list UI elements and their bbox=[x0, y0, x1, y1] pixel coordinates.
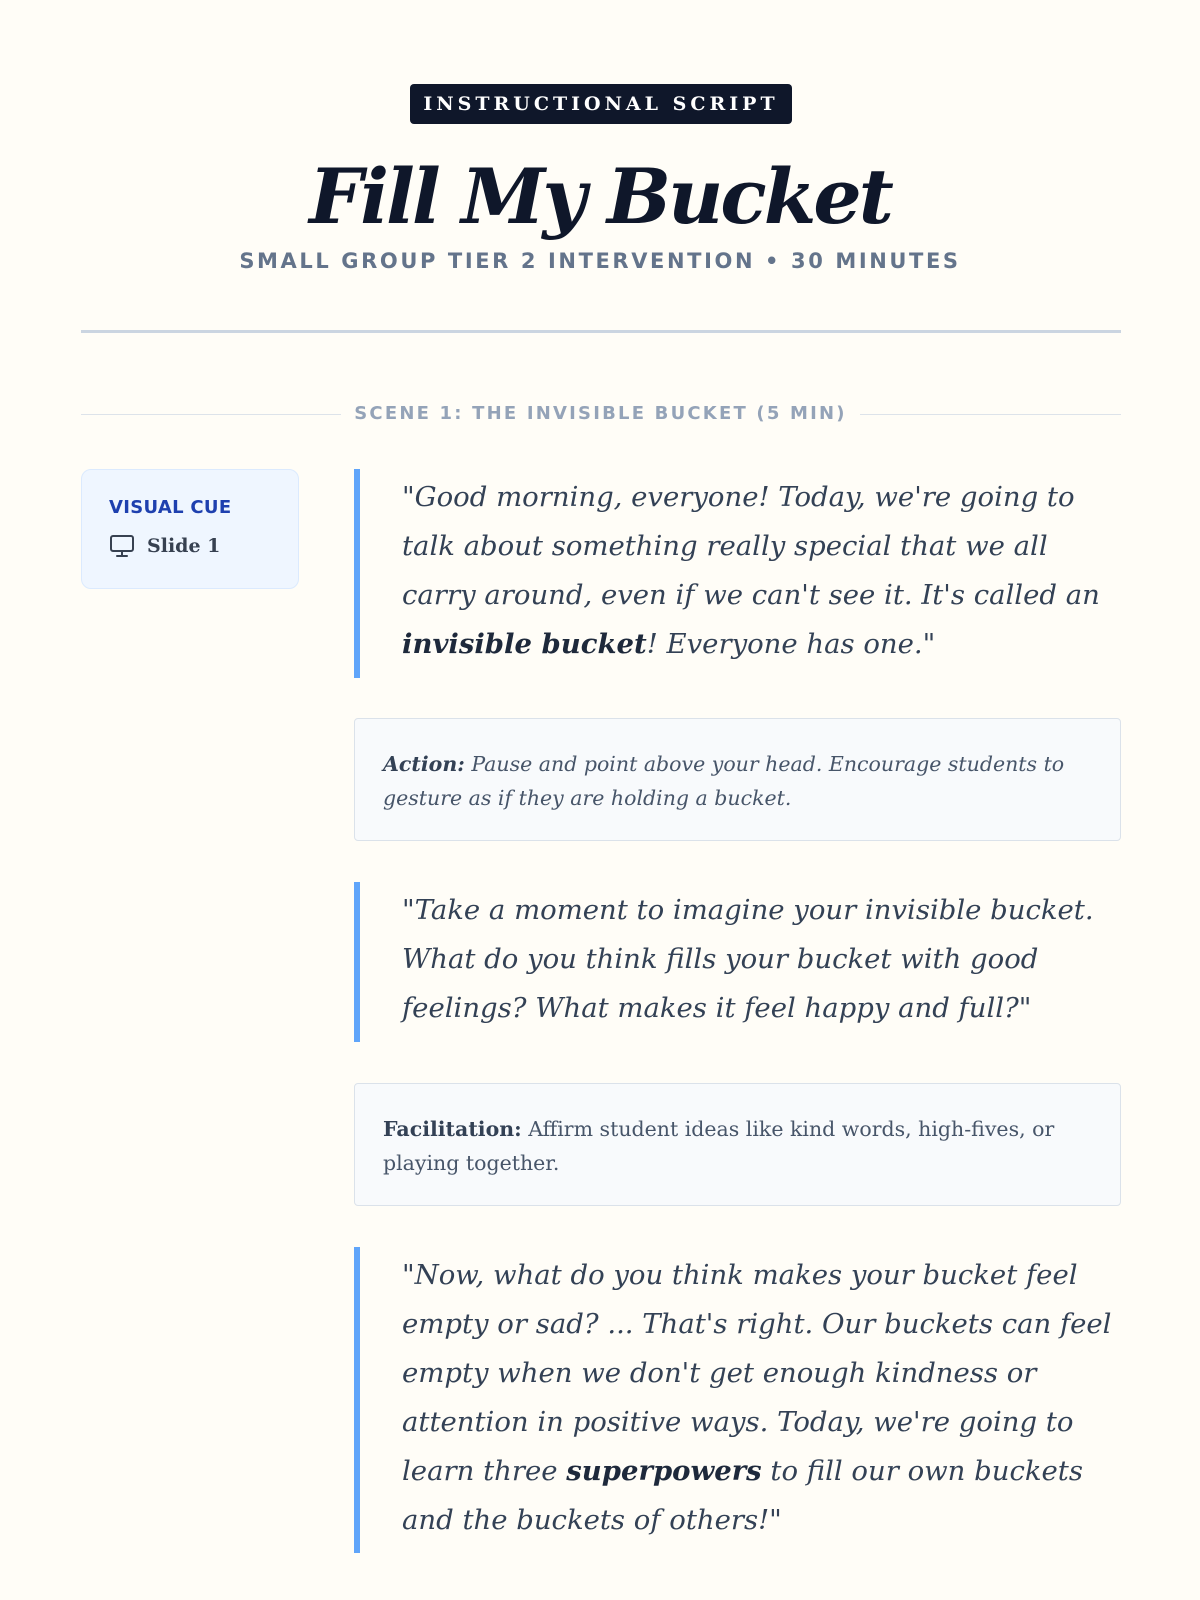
scene-divider-left bbox=[81, 414, 341, 415]
visual-cue-slide-label: Slide 1 bbox=[147, 535, 221, 557]
visual-cue-card bbox=[81, 469, 299, 589]
quote-emphasis: superpowers bbox=[566, 1455, 762, 1487]
script-quote-1 bbox=[354, 469, 1121, 678]
page-title: Fill My Bucket bbox=[309, 152, 891, 241]
note-text: Affirm student ideas like kind words, high-fives, or playing together. bbox=[383, 1117, 1055, 1175]
header-divider bbox=[81, 330, 1121, 333]
page-subtitle: SMALL GROUP TIER 2 INTERVENTION • 30 MINUTES bbox=[239, 249, 961, 273]
document-type-badge: INSTRUCTIONAL SCRIPT bbox=[410, 84, 792, 124]
quote-text: "Good morning, everyone! Today, we're going to talk about something really special that we all carry around, even if we can't see it. It's called an bbox=[402, 481, 1100, 611]
quote-text: "Now, what do you think makes your bucket feel empty or sad? ... That's right. Our buckets can feel empty when we don't get enough kindness or attention in positive ways. Today, we're going to learn three bbox=[402, 1259, 1112, 1487]
note-text: Pause and point above your head. Encourage students to gesture as if they are holding a bucket. bbox=[383, 752, 1065, 810]
quote-text: ! Everyone has one." bbox=[646, 628, 936, 660]
script-quote-3 bbox=[354, 1247, 1121, 1553]
quote-emphasis: invisible bucket bbox=[402, 628, 647, 660]
visual-cue-label: VISUAL CUE bbox=[109, 497, 232, 518]
script-quote-2 bbox=[354, 882, 1121, 1042]
action-note bbox=[354, 718, 1121, 841]
scene-divider-right bbox=[860, 414, 1121, 415]
monitor-icon bbox=[109, 534, 135, 558]
note-label: Action: bbox=[383, 752, 465, 776]
quote-text: to fill our own buckets and the buckets of others!" bbox=[402, 1455, 1083, 1536]
facilitation-note bbox=[354, 1083, 1121, 1206]
quote-text: "Take a moment to imagine your invisible bucket. What do you think fills your bucket with good feelings? What makes it feel happy and full?" bbox=[402, 894, 1094, 1024]
visual-cue-slide bbox=[109, 533, 220, 559]
note-label: Facilitation: bbox=[383, 1117, 522, 1141]
scene-title: SCENE 1: THE INVISIBLE BUCKET (5 MIN) bbox=[354, 403, 847, 424]
